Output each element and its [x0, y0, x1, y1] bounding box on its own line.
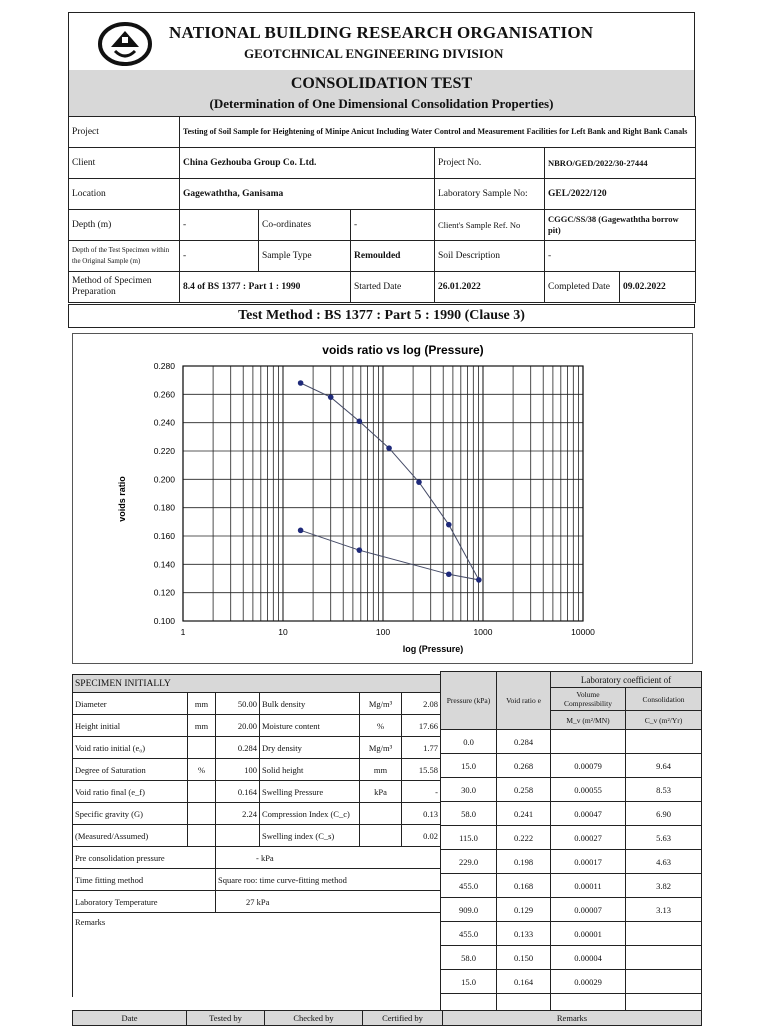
result-mv: 0.00079	[551, 754, 626, 778]
result-e: 0.133	[497, 922, 551, 946]
table-row	[441, 874, 702, 898]
report-header	[68, 12, 695, 116]
client-ref-label: Client's Sample Ref. No	[435, 210, 545, 241]
spec-unit	[360, 825, 402, 847]
table-row	[69, 179, 696, 210]
spec-value: 0.13	[402, 803, 441, 825]
document-title: CONSOLIDATION TEST	[290, 75, 473, 92]
result-p: 455.0	[441, 922, 497, 946]
spec-unit: Mg/m³	[360, 693, 402, 715]
spec-label: Diameter	[73, 693, 188, 715]
spec-unit: mm	[360, 759, 402, 781]
result-cv	[626, 922, 702, 946]
result-cv	[626, 946, 702, 970]
spec-value: 15.58	[402, 759, 441, 781]
table-row	[73, 803, 441, 825]
result-mv: 0.00017	[551, 850, 626, 874]
lab-sample-value: GEL/2022/120	[545, 179, 696, 210]
y-tick-label: 0.280	[153, 361, 175, 371]
spec-label: Void ratio initial (e₀)	[73, 737, 188, 759]
y-tick-label: 0.200	[153, 474, 175, 485]
specimen-rows	[73, 693, 441, 847]
data-point	[298, 380, 304, 386]
method-value: 8.4 of BS 1377 : Part 1 : 1990	[180, 272, 351, 303]
table-row	[69, 241, 696, 272]
header-title-band	[69, 70, 694, 116]
specimen-table	[72, 674, 441, 997]
result-p: 229.0	[441, 850, 497, 874]
table-row	[73, 675, 441, 693]
spec-label: Void ratio final (e_f)	[73, 781, 188, 803]
table-row	[73, 913, 441, 998]
spec-value: 1.77	[402, 737, 441, 759]
spec-label: Specific gravity (G)	[73, 803, 188, 825]
lab-coeff-header: Laboratory coefficient of	[551, 672, 702, 688]
table-row	[69, 117, 696, 148]
table-row	[69, 272, 696, 303]
result-e: 0.284	[497, 730, 551, 754]
result-e: 0.168	[497, 874, 551, 898]
depth-specimen-label: Depth of the Test Specimen within the Original Sample (m)	[69, 241, 180, 272]
project-no-label: Project No.	[435, 148, 545, 179]
spec-label: Solid height	[260, 759, 360, 781]
chart-title: voids ratio vs log (Pressure)	[322, 343, 484, 357]
client-ref-value: CGGC/SS/38 (Gagewaththa borrow pit)	[545, 210, 696, 241]
y-tick-label: 0.260	[153, 389, 175, 400]
result-p: 30.0	[441, 778, 497, 802]
spec-unit: mm	[188, 693, 216, 715]
time-fit-label: Time fitting method	[73, 869, 216, 891]
result-p: 909.0	[441, 898, 497, 922]
client-label: Client	[69, 148, 180, 179]
result-e: 0.198	[497, 850, 551, 874]
data-point	[357, 418, 363, 424]
void-ratio-header: Void ratio e	[497, 672, 551, 730]
table-row	[69, 148, 696, 179]
footer-remarks: Remarks	[443, 1011, 702, 1026]
test-method-banner: Test Method : BS 1377 : Part 5 : 1990 (Clause 3)	[68, 304, 695, 328]
spec-value: 0.284	[216, 737, 260, 759]
mv-unit: M_v (m²/MN)	[551, 711, 626, 730]
project-info-table	[68, 116, 696, 303]
location-label: Location	[69, 179, 180, 210]
location-value: Gagewaththa, Ganisama	[180, 179, 435, 210]
y-tick-label: 0.220	[153, 446, 175, 456]
spec-label: Compression Index (C_c)	[260, 803, 360, 825]
spec-value: 50.00	[216, 693, 260, 715]
spec-value: -	[402, 781, 441, 803]
table-row	[73, 825, 441, 847]
result-e: 0.258	[497, 778, 551, 802]
spec-value	[216, 825, 260, 847]
spec-label: Dry density	[260, 737, 360, 759]
cv-unit: C_v (m²/Yr)	[626, 711, 702, 730]
table-row	[441, 730, 702, 754]
soil-desc-value: -	[545, 241, 696, 272]
specimen-title: SPECIMEN INITIALLY	[73, 675, 441, 693]
organisation-name: NATIONAL BUILDING RESEARCH ORGANISATION	[169, 23, 594, 42]
data-point	[357, 547, 363, 553]
table-row	[73, 1011, 702, 1026]
result-mv: 0.00001	[551, 922, 626, 946]
document-subtitle: (Determination of One Dimensional Consolidation Properties)	[209, 96, 554, 111]
data-point	[476, 577, 482, 583]
void-ratio-chart	[73, 334, 694, 665]
result-mv: 0.00004	[551, 946, 626, 970]
spec-unit	[188, 825, 216, 847]
cv-header: Consolidation	[626, 688, 702, 711]
lab-temp-label: Laboratory Temperature	[73, 891, 216, 913]
spec-unit: mm	[188, 715, 216, 737]
header-top	[69, 13, 694, 71]
x-tick-label: 100	[375, 627, 391, 637]
result-mv: 0.00007	[551, 898, 626, 922]
table-row	[73, 737, 441, 759]
started-value: 26.01.2022	[435, 272, 545, 303]
sample-type-label: Sample Type	[259, 241, 351, 272]
result-p: 58.0	[441, 802, 497, 826]
results-table	[440, 671, 702, 1017]
coordinates-value: -	[351, 210, 435, 241]
nbro-logo-icon	[97, 21, 153, 67]
chart-ticks	[154, 361, 595, 637]
coordinates-label: Co-ordinates	[259, 210, 351, 241]
result-cv: 6.90	[626, 802, 702, 826]
chart-panel	[72, 333, 693, 664]
result-mv: 0.00027	[551, 826, 626, 850]
result-e: 0.241	[497, 802, 551, 826]
results-rows	[441, 730, 702, 994]
y-tick-label: 0.240	[153, 417, 175, 428]
result-mv: 0.00055	[551, 778, 626, 802]
spec-unit: Mg/m³	[360, 737, 402, 759]
spec-label: Bulk density	[260, 693, 360, 715]
result-e: 0.222	[497, 826, 551, 850]
project-no-value: NBRO/GED/2022/30-27444	[545, 148, 696, 179]
result-cv: 8.53	[626, 778, 702, 802]
result-cv	[626, 970, 702, 994]
spec-label: Degree of Saturation	[73, 759, 188, 781]
chart-grid	[183, 366, 583, 621]
pressure-header: Pressure (kPa)	[441, 672, 497, 730]
result-cv	[626, 730, 702, 754]
division-name: GEOTCHNICAL ENGINEERING DIVISION	[244, 46, 504, 61]
result-cv: 3.13	[626, 898, 702, 922]
chart-series	[298, 380, 482, 583]
result-p: 0.0	[441, 730, 497, 754]
data-point	[446, 571, 452, 577]
table-row	[73, 869, 441, 891]
table-row	[441, 898, 702, 922]
x-tick-label: 1	[180, 627, 186, 637]
table-row	[441, 970, 702, 994]
spec-label: Swelling index (C_s)	[260, 825, 360, 847]
remarks-label: Remarks	[73, 913, 441, 998]
table-row	[73, 759, 441, 781]
data-point	[416, 479, 422, 485]
depth-label: Depth (m)	[69, 210, 180, 241]
table-row	[73, 781, 441, 803]
client-value: China Gezhouba Group Co. Ltd.	[180, 148, 435, 179]
spec-unit: %	[360, 715, 402, 737]
spec-unit	[188, 803, 216, 825]
x-axis-label: log (Pressure)	[402, 644, 464, 654]
result-mv: 0.00047	[551, 802, 626, 826]
soil-desc-label: Soil Description	[435, 241, 545, 272]
result-cv: 5.63	[626, 826, 702, 850]
y-tick-label: 0.140	[153, 559, 175, 570]
table-row	[441, 850, 702, 874]
result-cv: 3.82	[626, 874, 702, 898]
mv-header: Volume Compressibility	[551, 688, 626, 711]
table-row	[441, 754, 702, 778]
preconsol-value: - kPa	[216, 847, 441, 869]
result-p: 58.0	[441, 946, 497, 970]
depth-specimen-value: -	[180, 241, 259, 272]
data-point	[386, 445, 392, 451]
depth-value: -	[180, 210, 259, 241]
spec-value: 0.02	[402, 825, 441, 847]
spec-label: (Measured/Assumed)	[73, 825, 188, 847]
spec-label: Height initial	[73, 715, 188, 737]
spec-unit	[360, 803, 402, 825]
project-value: Testing of Soil Sample for Heightening of Minipe Anicut Including Water Control and Measurement Facilities for Left Bank and Right Bank Canals	[180, 117, 696, 148]
result-p: 15.0	[441, 970, 497, 994]
result-cv: 4.63	[626, 850, 702, 874]
table-row	[73, 693, 441, 715]
method-label: Method of Specimen Preparation	[69, 272, 180, 303]
result-e: 0.129	[497, 898, 551, 922]
table-row	[441, 672, 702, 688]
table-row	[441, 922, 702, 946]
data-point	[446, 522, 452, 528]
x-tick-label: 10	[278, 627, 288, 637]
completed-value: 09.02.2022	[620, 272, 696, 303]
result-e: 0.150	[497, 946, 551, 970]
spec-unit: kPa	[360, 781, 402, 803]
time-fit-value: Square roo: time curve-fitting method	[216, 869, 441, 891]
y-tick-label: 0.160	[153, 531, 175, 541]
result-p: 115.0	[441, 826, 497, 850]
spec-value: 0.164	[216, 781, 260, 803]
result-e: 0.164	[497, 970, 551, 994]
y-tick-label: 0.120	[153, 587, 175, 598]
lab-temp-value: 27 kPa	[216, 891, 441, 913]
spec-label: Swelling Pressure	[260, 781, 360, 803]
series-line	[301, 383, 479, 580]
y-tick-label: 0.180	[153, 502, 175, 513]
spec-unit	[188, 737, 216, 759]
result-e: 0.268	[497, 754, 551, 778]
completed-label: Completed Date	[545, 272, 620, 303]
table-row	[73, 715, 441, 737]
result-mv: 0.00029	[551, 970, 626, 994]
project-label: Project	[69, 117, 180, 148]
footer-checked-by: Checked by	[265, 1011, 363, 1026]
x-tick-label: 1000	[473, 627, 493, 637]
result-cv: 9.64	[626, 754, 702, 778]
spec-value: 2.08	[402, 693, 441, 715]
footer-certified-by: Certified by	[363, 1011, 443, 1026]
spec-unit: %	[188, 759, 216, 781]
spec-value: 17.66	[402, 715, 441, 737]
preconsol-label: Pre consolidation pressure	[73, 847, 216, 869]
table-row	[441, 802, 702, 826]
sample-type-value: Remoulded	[351, 241, 435, 272]
table-row	[441, 946, 702, 970]
result-mv: 0.00011	[551, 874, 626, 898]
started-label: Started Date	[351, 272, 435, 303]
spec-value: 2.24	[216, 803, 260, 825]
table-row	[69, 210, 696, 241]
spec-value: 20.00	[216, 715, 260, 737]
y-axis-label: voids ratio	[117, 476, 127, 522]
table-row	[441, 778, 702, 802]
footer-date: Date	[73, 1011, 187, 1026]
spec-label: Moisture content	[260, 715, 360, 737]
result-mv	[551, 730, 626, 754]
table-row	[73, 891, 441, 913]
data-point	[328, 394, 334, 400]
table-row	[73, 847, 441, 869]
lab-sample-label: Laboratory Sample No:	[435, 179, 545, 210]
footer-tested-by: Tested by	[187, 1011, 265, 1026]
result-p: 455.0	[441, 874, 497, 898]
data-point	[298, 528, 304, 534]
spec-value: 100	[216, 759, 260, 781]
y-tick-label: 0.100	[153, 616, 175, 626]
x-tick-label: 10000	[571, 627, 595, 637]
table-row	[441, 826, 702, 850]
spec-unit	[188, 781, 216, 803]
result-p: 15.0	[441, 754, 497, 778]
